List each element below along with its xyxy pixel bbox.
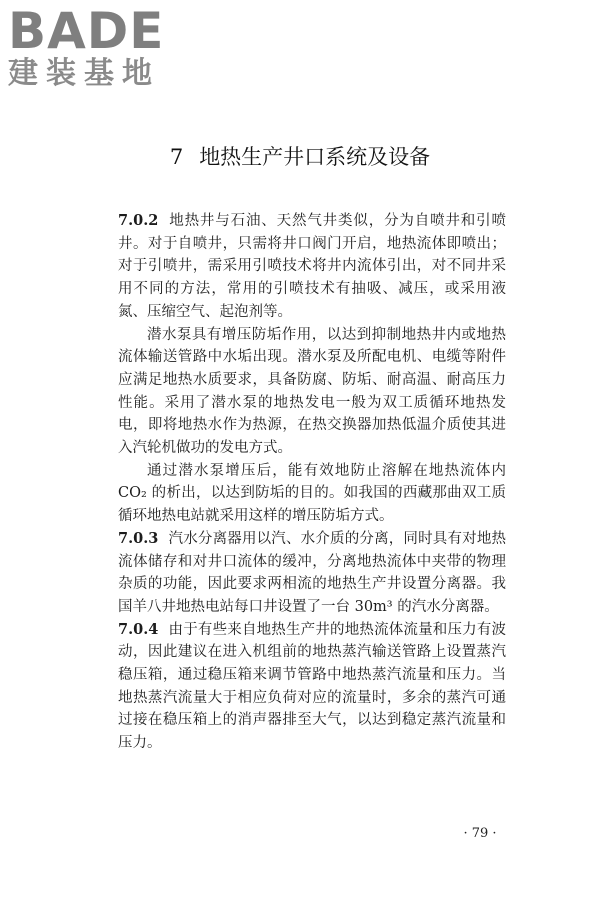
logo-chinese-text: 建装基地 [8,56,160,91]
section-7-0-2-para-3: 通过潜水泵增压后，能有效地防止溶解在地热流体内 CO₂ 的析出，以达到防垢的目的。如我国的西藏那曲双工质循环地热电站就采用这样的增压防垢方式。 [118,462,506,525]
section-7-0-2-para-1 [118,210,506,324]
section-7-0-2-para-2: 潜水泵具有增压防垢作用，以达到抑制地热井内或地热流体输送管路中水垢出现。潜水泵及所配电机、电缆等附件应满足地热水质要求，具备防腐、防垢、耐高温、耐高压力性能。采用了潜水泵的地热发电一般为双工质循环地热发电，即将地热水作为热源，在热交换器加热低温介质使其进入汽轮机做功的发电方式。 [118,326,506,457]
paragraph-text: 汽水分离器用以汽、水介质的分离，同时具有对地热流体储存和对井口流体的缓冲，分离地热流体中夹带的物理杂质的功能，因此要求两相流的地热生产井设置分离器。我国羊八井地热电站每口井设置了一台 30m³ 的汽水分离器。 [118,530,506,615]
section-number: 7.0.2 [118,212,159,229]
chapter-title [0,143,600,171]
paragraph-text: 地热井与石油、天然气井类似，分为自喷井和引喷井。对于自喷井，只需将井口阀门开启，地热流体即喷出；对于引喷井，需采用引喷技术将井内流体引出，对不同井采用不同的方法，常用的引喷技术有抽吸、减压，或采用液氮、压缩空气、起泡剂等。 [118,213,506,320]
section-7-0-4-para-1 [118,619,506,755]
section-number: 7.0.4 [118,620,159,638]
section-7-0-3-para-1 [118,528,506,619]
section-number: 7.0.3 [118,529,159,547]
logo-latin-text: BADE [8,2,165,60]
chapter-title-text: 地热生产井口系统及设备 [199,145,431,169]
site-logo [8,2,178,92]
page-content [118,210,506,755]
page-number: · 79 · [463,826,497,841]
chapter-number: 7 [169,145,184,169]
paragraph-text: 由于有些来自地热生产井的地热流体流量和压力有波动，因此建议在进入机组前的地热蒸汽输送管路上设置蒸汽稳压箱，通过稳压箱来调节管路中地热蒸汽流量和压力。当地热蒸汽流量大于相应负荷对应的流量时，多余的蒸汽可通过接在稳压箱上的消声器排至大气，以达到稳定蒸汽流量和压力。 [118,621,506,752]
